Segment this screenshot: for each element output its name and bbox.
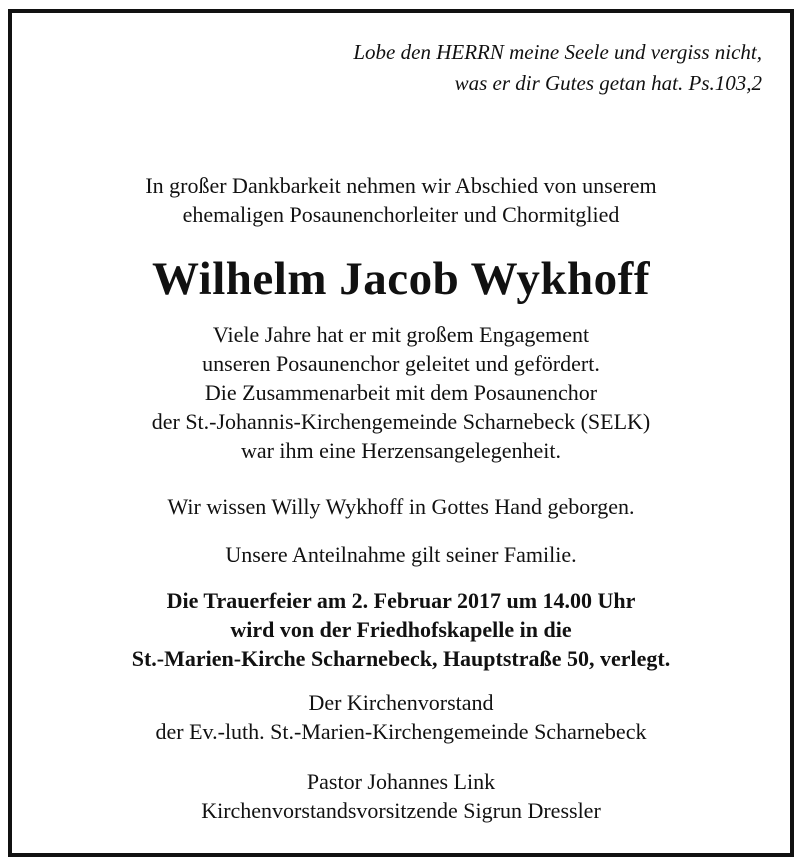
deceased-name: Wilhelm Jacob Wykhoff — [152, 253, 650, 305]
pastor-line: Pastor Johannes Link — [306, 769, 496, 794]
signature-church-council — [12, 688, 790, 746]
verse-line-1: Lobe den HERRN meine Seele und vergiss nicht, — [353, 40, 762, 64]
ceremony-line-2: wird von der Friedhofskapelle in die — [230, 617, 572, 642]
ceremony-line-1: Die Trauerfeier am 2. Februar 2017 um 14.00 Uhr — [166, 588, 636, 613]
tribute-line-1: Viele Jahre hat er mit großem Engagement — [212, 322, 590, 347]
sympathy-text — [12, 540, 790, 569]
intro-line-2: ehemaligen Posaunenchorleiter und Chormitglied — [182, 202, 620, 227]
signature-persons — [12, 767, 790, 825]
tribute-line-5: war ihm eine Herzensangelegenheit. — [240, 438, 562, 463]
ceremony-line-3: St.-Marien-Kirche Scharnebeck, Hauptstraße 50, verlegt. — [131, 646, 671, 671]
council-line-2: der Ev.-luth. St.-Marien-Kirchengemeinde Scharnebeck — [155, 719, 647, 744]
bible-verse — [353, 37, 762, 99]
faith-text — [12, 492, 790, 521]
funeral-ceremony-notice — [12, 586, 790, 673]
intro-text — [12, 171, 790, 229]
tribute-line-4: der St.-Johannis-Kirchengemeinde Scharnebeck (SELK) — [151, 409, 651, 434]
chair-line: Kirchenvorstandsvorsitzende Sigrun Dressler — [201, 798, 601, 823]
verse-line-2: was er dir Gutes getan hat. Ps.103,2 — [454, 71, 762, 95]
council-line-1: Der Kirchenvorstand — [308, 690, 494, 715]
tribute-line-3: Die Zusammenarbeit mit dem Posaunenchor — [204, 380, 598, 405]
faith-line: Wir wissen Willy Wykhoff in Gottes Hand geborgen. — [167, 494, 635, 519]
tribute-line-2: unseren Posaunenchor geleitet und gefördert. — [202, 351, 600, 376]
intro-line-1: In großer Dankbarkeit nehmen wir Abschied von unserem — [145, 173, 657, 198]
obituary-frame — [8, 9, 794, 857]
tribute-text — [12, 320, 790, 465]
sympathy-line: Unsere Anteilnahme gilt seiner Familie. — [225, 542, 577, 567]
